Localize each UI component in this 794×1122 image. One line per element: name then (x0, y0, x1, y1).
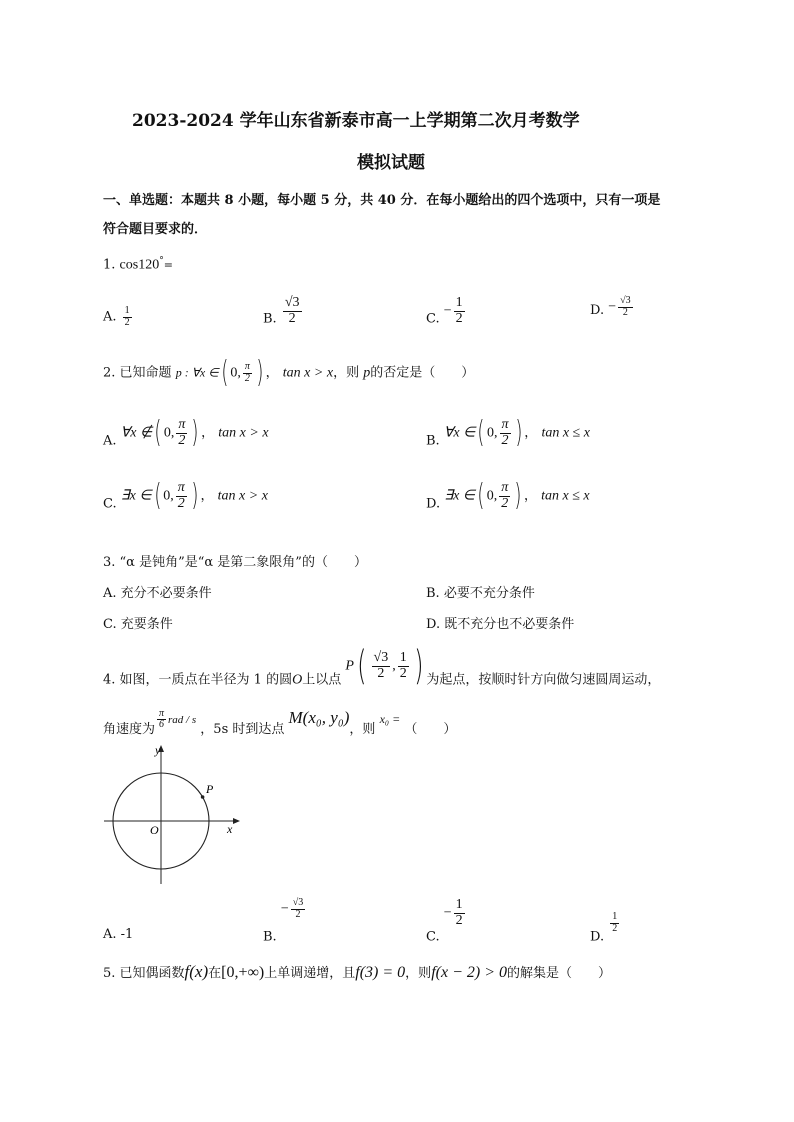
q1-option-c-label: C. (426, 311, 440, 327)
q2-number: 2. (103, 365, 116, 381)
frac-num: √3 (284, 295, 300, 310)
zero: 0, (487, 425, 498, 441)
q2-c-quant: ∃x ∈ (120, 488, 152, 504)
paren-open: ( (154, 415, 162, 451)
frac-den: 2 (455, 310, 463, 326)
question-5-stem (103, 962, 611, 982)
q2-c-frac (176, 481, 187, 511)
frac-den: 2 (622, 306, 628, 318)
q2-d-tan: tan x ≤ x (541, 488, 590, 504)
frac-num: √3 (620, 295, 631, 306)
frac-num: π (501, 480, 509, 495)
comma: ， (523, 488, 537, 504)
q2-paren-close: ) (256, 355, 264, 390)
paren-close: ) (413, 643, 424, 689)
q2-option-b (426, 415, 590, 451)
q1-number: 1. (103, 257, 116, 273)
q5-then: ，则 (405, 966, 432, 981)
sign: − (443, 905, 452, 921)
origin-label: O (150, 823, 159, 837)
q2-b-frac (500, 418, 511, 448)
q3-option-d: D. 既不充分也不必要条件 (426, 617, 575, 632)
q1-option-d-label: D. (590, 303, 605, 318)
paren-close: ) (514, 478, 522, 514)
q2-pre: 已知命题 (119, 365, 172, 381)
q4-option-d (590, 912, 621, 945)
q5-post: 的解集是（ ） (506, 966, 611, 981)
q2-d-frac (499, 481, 510, 511)
q5-interval: [0,+∞) (221, 964, 265, 981)
sign: − (280, 901, 289, 917)
x-axis-arrow (233, 818, 240, 824)
q4-line1-c: 为起点，按顺时针方向做匀速圆周运动， (426, 672, 661, 688)
paren-close: ) (514, 415, 522, 451)
question-4-line2 (103, 708, 456, 737)
comma: ， (524, 425, 538, 441)
q5-fx: f(x) (184, 962, 209, 981)
q4-x0: x₀ = (379, 712, 401, 726)
frac-den: 2 (455, 912, 463, 928)
q2-a-frac (176, 418, 187, 448)
q4-line1-b: 上以点 (302, 672, 342, 688)
comma: ， (201, 425, 215, 441)
q2-post: ，则 (333, 365, 360, 381)
q4-px-frac (372, 651, 391, 681)
frac-num: π (501, 417, 509, 432)
q2-a-tan: tan x > x (218, 425, 269, 441)
page-title: 2023-2024 学年山东省新泰市高一上学期第二次月考数学 (132, 111, 580, 131)
q2-b-tan: tan x ≤ x (541, 425, 590, 441)
q2-option-c (103, 478, 268, 514)
q4-P: P (345, 658, 354, 674)
q1-option-d-sign: − (608, 299, 617, 315)
frac-num: 1 (399, 649, 407, 665)
frac-num: √3 (373, 649, 389, 665)
frac-num: 1 (612, 911, 618, 922)
q4-option-d-label: D. (590, 929, 605, 945)
frac-num: π (177, 480, 185, 495)
q4-line2-a: 角速度为 (103, 722, 156, 737)
q2-option-b-label: B. (426, 433, 440, 449)
q4-c-frac (454, 898, 465, 928)
paren-open: ( (477, 415, 485, 451)
q1-option-d (590, 296, 635, 318)
frac-den: 2 (178, 432, 186, 448)
frac-den: 2 (244, 372, 250, 384)
q4-b-frac (291, 898, 306, 920)
q2-a-quant: ∀x ∉ (120, 425, 153, 441)
paren-open: ( (153, 478, 161, 514)
point-p-label: P (206, 782, 214, 796)
q4-option-a: A. -1 (103, 927, 134, 942)
q4-option-c-label: C. (426, 929, 440, 945)
q3-option-a: A. 充分不必要条件 (103, 586, 212, 601)
q4-O: O (292, 672, 303, 688)
q1-option-b (263, 296, 304, 326)
q1-option-a-label: A. (103, 309, 117, 325)
unit-circle-figure (100, 742, 250, 887)
frac-den: 2 (501, 432, 509, 448)
q4-omega-frac (157, 709, 166, 731)
section-header-line1: 一、单选题：本题共 8 小题，每小题 5 分，共 40 分．在每小题给出的四个选项中，只有一项是 (103, 193, 661, 208)
page-subtitle: 模拟试题 (357, 153, 425, 173)
q4-line1-a: 4. 如图，一质点在半径为 1 的圆 (103, 672, 293, 688)
frac-den: 2 (377, 665, 385, 681)
y-axis-label: y (155, 743, 161, 757)
point-p (201, 795, 205, 799)
q4-option-b (263, 898, 307, 945)
q2-p-expr: p : ∀x ∈ (175, 365, 219, 380)
q5-pre: 5. 已知偶函数 (103, 966, 185, 981)
q4-line2-c: ，则 (349, 722, 376, 737)
frac-num: √3 (292, 897, 304, 908)
q1-option-a (103, 306, 134, 328)
frac-num: π (159, 707, 165, 719)
q2-paren-open: ( (221, 355, 229, 390)
section-header-line2: 符合题目要求的． (103, 222, 208, 237)
q2-pvar: p (363, 365, 371, 381)
question-2-stem (103, 355, 475, 390)
paren-open: ( (357, 643, 367, 689)
q1-option-c-frac (454, 296, 465, 326)
q1-option-c-sign: − (443, 303, 452, 319)
comma: ， (200, 488, 214, 504)
frac-den: 2 (124, 316, 130, 328)
q1-option-b-label: B. (263, 311, 277, 327)
frac-den: 2 (501, 495, 509, 511)
frac-den: 2 (612, 922, 618, 934)
zero: 0, (486, 488, 498, 504)
frac-num: 1 (124, 305, 130, 316)
frac-den: 6 (159, 719, 165, 730)
q4-option-c (426, 898, 467, 945)
frac-num: π (178, 417, 186, 432)
q4-M: M(x₀, y₀) (288, 708, 350, 727)
q4-line2-d: （ ） (404, 722, 457, 737)
q1-option-b-frac (283, 296, 302, 326)
q2-comma: ， (265, 365, 279, 381)
q5-f3: f(3) = 0 (355, 964, 406, 981)
q5-in: 在 (208, 966, 222, 981)
frac-den: 2 (399, 665, 407, 681)
paren-open: ( (477, 478, 485, 514)
q4-d-frac (610, 912, 619, 934)
q4-option-b-label: B. (263, 929, 277, 945)
q2-option-a (103, 415, 269, 451)
q1-equals: = (163, 258, 173, 272)
q2-option-d-label: D. (426, 496, 441, 512)
question-4-line1: 4. 如图，一质点在半径为 1 的圆O上以点 P( $\frac{√3}{2}$ , $\frac{1}{2}$ ) 为起点，按顺时针方向做匀速圆周运动， (103, 643, 661, 689)
paren-close: ) (191, 478, 199, 514)
frac-den: 2 (288, 310, 296, 326)
q4-py-frac (398, 651, 409, 681)
frac-num: 1 (455, 295, 463, 310)
q2-c-tan: tan x > x (217, 488, 268, 504)
question-3-stem: 3. “α 是钝角”是“α 是第二象限角”的（ ） (103, 555, 367, 570)
frac-den: 2 (177, 495, 185, 511)
q3-option-b: B. 必要不充分条件 (426, 586, 535, 601)
q2-b-quant: ∀x ∈ (443, 425, 476, 441)
q2-zero: 0, (230, 365, 241, 381)
q5-mono: 上单调递增，且 (264, 966, 356, 981)
q2-d-quant: ∃x ∈ (444, 488, 475, 504)
q4-line2-b: ，5s 时到达点 (200, 722, 285, 737)
zero: 0, (163, 425, 175, 441)
q2-option-c-label: C. (103, 496, 117, 512)
q1-option-d-frac (618, 296, 633, 318)
question-1-stem (103, 256, 173, 273)
q5-ineq: f(x − 2) > 0 (431, 964, 507, 981)
frac-den: 2 (295, 908, 301, 920)
zero: 0, (163, 488, 174, 504)
paren-close: ) (191, 415, 199, 451)
q1-expr: cos120 (119, 257, 160, 273)
q2-post2: 的否定是（ ） (370, 365, 475, 381)
q2-option-d (426, 478, 590, 514)
q1-option-c (426, 296, 467, 326)
q2-tan: tan x > x (282, 365, 334, 381)
q2-frac (243, 362, 252, 384)
frac-num: π (244, 361, 250, 372)
q3-option-c: C. 充要条件 (103, 617, 173, 632)
q4-unit: rad / s (168, 714, 197, 726)
q1-degree: ° (159, 256, 164, 266)
q1-option-a-frac (123, 306, 132, 328)
q2-option-a-label: A. (103, 433, 117, 449)
frac-num: 1 (455, 897, 463, 912)
x-axis-label: x (227, 822, 233, 836)
